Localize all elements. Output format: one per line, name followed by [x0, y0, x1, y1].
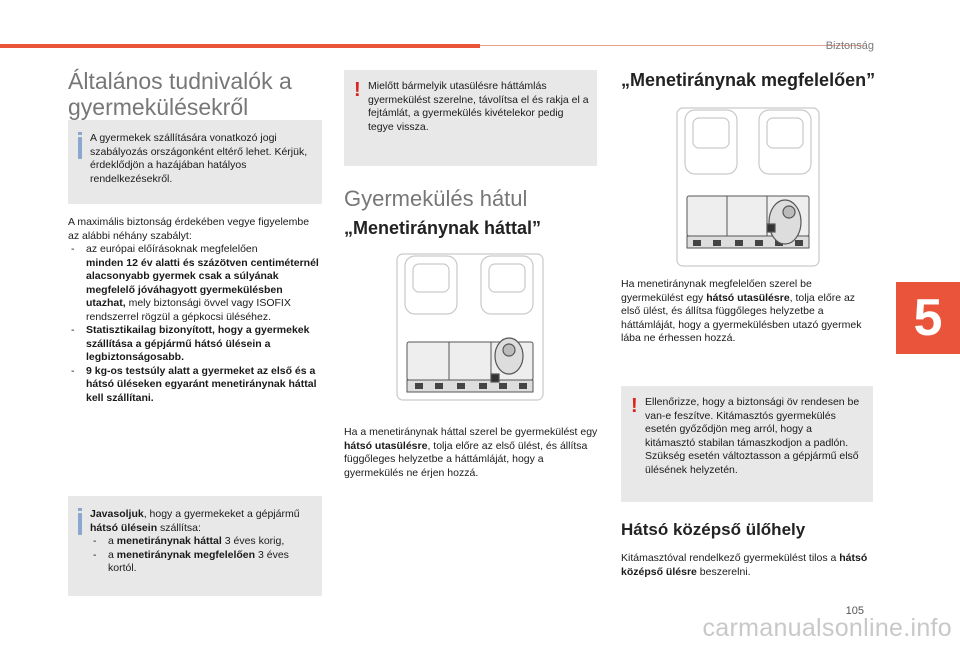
chapter-tab: 5: [896, 282, 960, 354]
section-name: Biztonság: [825, 40, 874, 52]
info-icon: [78, 508, 82, 535]
warning-box-2: [621, 386, 873, 502]
rearward-caption: Ha a menetiránynak háttal szerel be gyermekülést egy hátsó utasülésre, tolja előre az első ülést, és állítsa függőleges helyzetbe a háttámláját, hogy a gyermekülés ne érjen hozzá.: [344, 426, 598, 479]
warning-text-2: Ellenőrizze, hogy a biztonsági öv rendesen be van-e feszítve. Kitámasztós gyermekülés esetén győződjön meg arról, hogy a kitámasztó stabilan támaszkodjon a padlón. Szükség esetén változtasson a gépjármű első ülésének helyzetén.: [645, 396, 860, 476]
advice-item: - a menetiránynak háttal 3 éves korig,: [90, 535, 318, 549]
center-seat-text: Kitámasztóval rendelkező gyermekülést tilos a hátsó középső ülésre beszerelni.: [621, 552, 868, 578]
rule-item: - az európai előírásoknak megfelelően minden 12 év alatti és százötven centiméternél alacsonyabb gyermek csak a súlyának megfelelő jóváhagyott gyermekülésben utazhat, mely biztonsági övvel vagy ISOFIX rendszerrel rögzül a gépkocsi üléséhez.: [68, 243, 322, 324]
header-accent-bar: [0, 44, 480, 48]
page-title: [68, 68, 318, 120]
forward-caption: Ha menetiránynak megfelelően szerel be gyermekülést egy hátsó utasülésre, tolja előre az első ülést, és állítsa függőleges helyzetbe a háttámláját, hogy a gyermekülésben utazó gyermek lába ne érhessen hozzá.: [621, 278, 862, 344]
advice-item: - a menetiránynak megfelelően 3 éves kortól.: [90, 549, 318, 576]
page-number: 105: [845, 605, 864, 617]
advice-text: Javasoljuk, hogy a gyermekeket a gépjármű hátsó ülésein szállítsa: - a menetiránynak háttal 3 éves korig, - a menetiránynak megfelelően 3 éves kortól.: [90, 508, 318, 576]
rule-item: - Statisztikailag bizonyított, hogy a gyermekek szállítása a gépjármű hátsó ülésein a legbiztonságosabb.: [68, 324, 322, 365]
subtitle-rearward: „Menetiránynak háttal”: [344, 218, 542, 238]
watermark: carmanualsonline.info: [702, 614, 952, 642]
rules-section: [68, 216, 322, 405]
warning-box: [344, 70, 597, 166]
rule-item: - 9 kg-os testsúly alatt a gyermeket az első és a hátsó üléseken egyaránt menetiránynak háttal kell szállítani.: [68, 365, 322, 406]
subtitle-forward: „Menetiránynak megfelelően”: [621, 70, 876, 90]
header-rule: [480, 45, 864, 46]
page-title-line2: gyermekülésekről: [68, 94, 249, 120]
info-icon: [78, 132, 82, 159]
forward-facing-seat-illustration: [675, 106, 821, 268]
warning-text: Mielőtt bármelyik utasülésre háttámlás gyermekülést szerelne, távolítsa el és rakja el a fejtámlát, a gyermekülés kivételekor pedig tegye vissza.: [368, 80, 589, 133]
advice-box: [68, 496, 322, 596]
info-box: [68, 120, 322, 204]
info-box-text: A gyermekek szállítására vonatkozó jogi szabályozás országonként eltérő lehet. Kérjük, érdeklődjön a hazájában hatályos rendelkezésekről.: [90, 132, 308, 185]
warning-icon: !: [631, 395, 638, 417]
rear-facing-seat-illustration: [395, 252, 545, 402]
page-title-line1: Általános tudnivalók a: [68, 68, 292, 94]
center-seat-title: Hátsó középső ülőhely: [621, 520, 806, 539]
section-title: Gyermekülés hátul: [344, 186, 528, 211]
warning-icon: !: [354, 79, 361, 101]
rules-intro: A maximális biztonság érdekében vegye figyelembe az alábbi néhány szabályt:: [68, 216, 310, 242]
